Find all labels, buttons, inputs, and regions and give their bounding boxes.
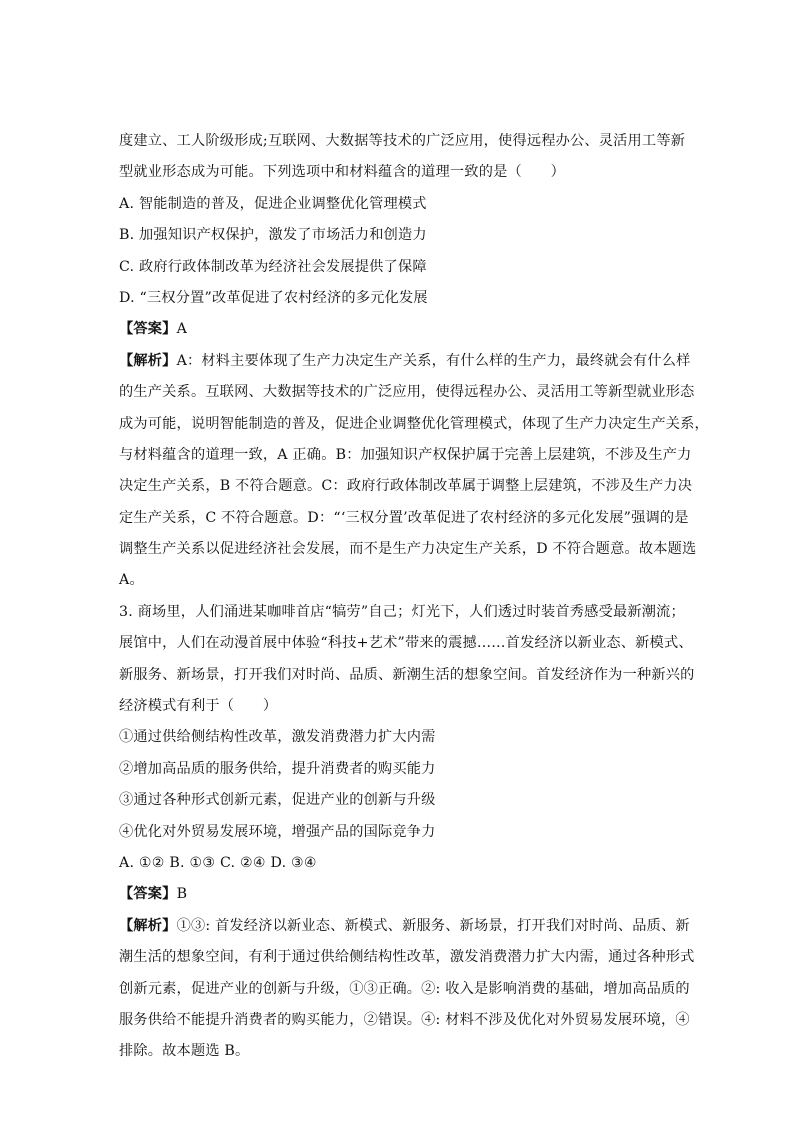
- question-2-option-b: B. 加强知识产权保护，激发了市场活力和创造力: [119, 227, 427, 244]
- question-3-answer: [119, 879, 679, 910]
- question-3-analysis-line: 排除。故本题选 B。: [119, 1043, 250, 1060]
- question-2-analysis-line: 调整生产关系以促进经济社会发展，而不是生产力决定生产关系，D 不符合题意。故本题选: [119, 541, 697, 558]
- analysis-text: A：材料主要体现了生产力决定生产关系，有什么样的生产力，最终就会有什么样: [176, 352, 691, 369]
- question-3-statement-4: ④优化对外贸易发展环境，增强产品的国际竞争力: [119, 823, 436, 840]
- analysis-text: ①③: 首发经济以新业态、新模式、新服务、新场景，打开我们对时尚、品质、新: [176, 917, 690, 934]
- question-2-analysis-line: 的生产关系。互联网、大数据等技术的广泛应用，使得远程办公、灵活用工等新型就业形态: [119, 384, 695, 401]
- question-2-option-a: A. 智能制造的普及，促进企业调整优化管理模式: [119, 195, 427, 212]
- question-2-analysis-line: 定生产关系，C 不符合题意。D：“‘三权分置’改革促进了农村经济的多元化发展”强调的是: [119, 509, 689, 526]
- question-3-stem-line: 3. 商场里，人们涌进某咖啡首店“犒劳”自己；灯光下，人们透过时装首秀感受最新潮流；: [119, 603, 685, 620]
- question-2-analysis-line: 与材料蕴含的道理一致，A 正确。B：加强知识产权保护属于完善上层建筑，不涉及生产力: [119, 446, 692, 463]
- question-2-stem-line: 度建立、工人阶级形成;互联网、大数据等技术的广泛应用，使得远程办公、灵活用工等新: [119, 133, 686, 149]
- analysis-tag: 【解析】: [119, 352, 177, 369]
- question-2-analysis-line: 成为可能，说明智能制造的普及，促进企业调整优化管理模式，体现了生产力决定生产关系，: [119, 415, 709, 432]
- question-2-analysis-line: 决定生产关系，B 不符合题意。C：政府行政体制改革属于调整上层建筑，不涉及生产力决: [119, 478, 693, 495]
- question-2-answer: [119, 314, 679, 345]
- question-2-option-d: D. “三权分置”改革促进了农村经济的多元化发展: [119, 289, 428, 306]
- question-2-stem-line: 型就业形态成为可能。下列选项中和材料蕴含的道理一致的是（ ）: [119, 164, 566, 181]
- answer-tag: 【答案】: [119, 321, 177, 338]
- question-3-analysis-line: [119, 911, 690, 942]
- question-2-analysis-line: [119, 346, 691, 377]
- question-3-statement-1: ①通过供给侧结构性改革，激发消费潜力扩大内需: [119, 729, 436, 746]
- question-3-statement-2: ②增加高品质的服务供给，提升消费者的购买能力: [119, 760, 436, 777]
- question-2-option-c: C. 政府行政体制改革为经济社会发展提供了保障: [119, 258, 427, 275]
- question-3-stem-line: 展馆中，人们在动漫首展中体验“科技+艺术”带来的震撼……首发经济以新业态、新模式、: [119, 635, 693, 652]
- question-3-statement-3: ③通过各种形式创新元素，促进产业的创新与升级: [119, 792, 436, 809]
- analysis-tag: 【解析】: [119, 917, 177, 934]
- answer-value: A: [176, 321, 188, 338]
- answer-tag: 【答案】: [119, 886, 177, 903]
- document-page: [119, 126, 709, 1068]
- question-2-analysis-line: A。: [119, 572, 144, 589]
- question-3-stem-line: 新服务、新场景，打开我们对时尚、品质、新潮生活的想象空间。首发经济作为一种新兴的: [119, 666, 695, 683]
- question-3-analysis-line: 潮生活的想象空间，有利于通过供给侧结构性改革，激发消费潜力扩大内需，通过各种形式: [119, 949, 695, 966]
- question-3-choices: A. ①② B. ①③ C. ②④ D. ③④: [119, 854, 317, 871]
- question-3-analysis-line: 服务供给不能提升消费者的购买能力，②错误。④: 材料不涉及优化对外贸易发展环境，④: [119, 1011, 690, 1028]
- question-3-stem-line: 经济模式有利于（ ）: [119, 698, 278, 715]
- answer-value: B: [176, 886, 188, 903]
- question-3-analysis-line: 创新元素，促进产业的创新与升级，①③正确。②: 收入是影响消费的基础，增加高品质的: [119, 980, 690, 997]
